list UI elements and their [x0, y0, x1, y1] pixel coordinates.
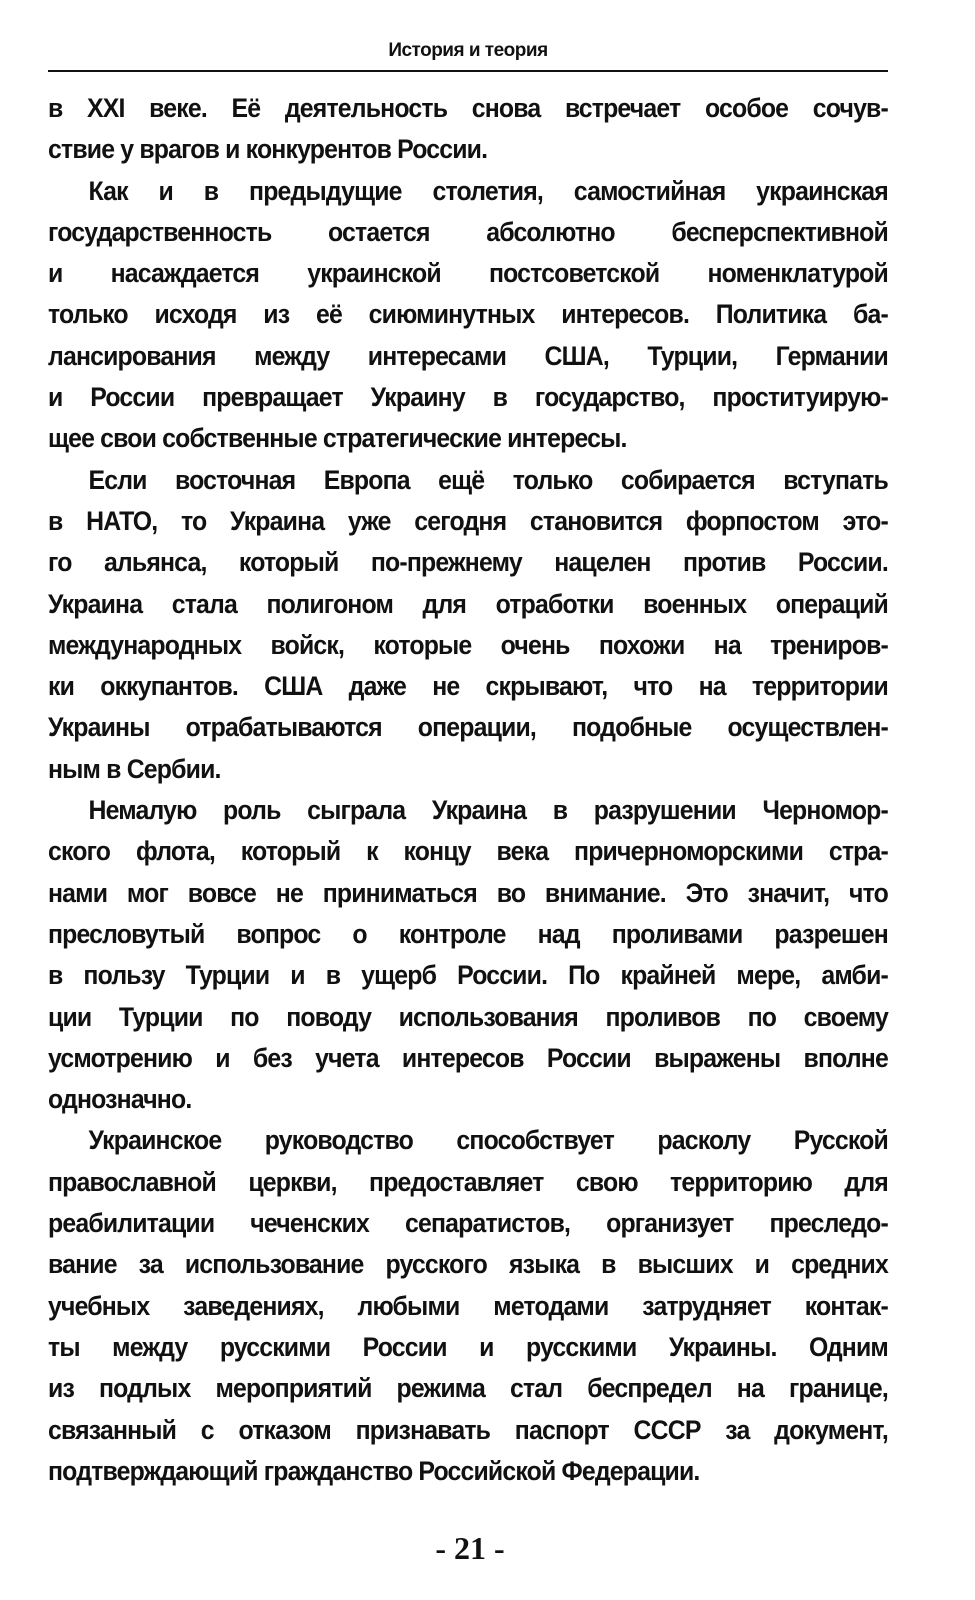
- text-line: учебных заведениях, любыми методами затрудняет контак-: [48, 1290, 888, 1321]
- paragraph: [48, 790, 888, 1120]
- text-line: вание за использование русского языка в высших и средних: [48, 1249, 888, 1280]
- text-line: в НАТО, то Украина уже сегодня становится форпостом это-: [48, 505, 888, 536]
- text-line: го альянса, который по-прежнему нацелен против России.: [48, 547, 888, 578]
- header-rule: [48, 70, 888, 72]
- text-line: ным в Сербии.: [48, 753, 221, 784]
- text-line: нами мог вовсе не приниматься во внимание. Это значит, что: [48, 877, 888, 908]
- text-line: православной церкви, предоставляет свою территорию для: [48, 1166, 888, 1197]
- text-line: лансирования между интересами США, Турции, Германии: [48, 340, 888, 371]
- paragraph: [48, 88, 888, 171]
- text-line: ского флота, который к концу века причерноморскими стра-: [48, 836, 888, 867]
- paragraph: [48, 1120, 888, 1492]
- text-line: подтверждающий гражданство Российской Федерации.: [48, 1455, 700, 1486]
- paragraph: [48, 460, 888, 790]
- text-line: и насаждается украинской постсоветской номенклатурой: [48, 258, 888, 289]
- page-body: [48, 88, 888, 1492]
- text-line: реабилитации чеченских сепаратистов, организует преследо-: [48, 1208, 888, 1239]
- text-line: Если восточная Европа ещё только собирается вступать: [88, 464, 888, 495]
- text-line: связанный с отказом признавать паспорт СССР за документ,: [48, 1414, 888, 1445]
- text-line: ты между русскими России и русскими Украины. Одним: [48, 1331, 888, 1362]
- text-line: Украины отрабатываются операции, подобные осуществлен-: [48, 712, 888, 743]
- text-line: в пользу Турции и в ущерб России. По крайней мере, амби-: [48, 960, 888, 991]
- text-line: Украинское руководство способствует расколу Русской: [88, 1125, 888, 1156]
- text-line: только исходя из её сиюминутных интересов. Политика ба-: [48, 299, 888, 330]
- text-line: Украина стала полигоном для отработки военных операций: [48, 588, 888, 619]
- text-line: усмотрению и без учета интересов России выражены вполне: [48, 1042, 888, 1073]
- text-line: Как и в предыдущие столетия, самостийная украинская: [88, 175, 888, 206]
- text-line: государственность остается абсолютно бесперспективной: [48, 216, 888, 247]
- paragraph: [48, 171, 888, 460]
- text-line: однозначно.: [48, 1084, 192, 1115]
- running-header: История и теория: [388, 40, 548, 61]
- text-line: из подлых мероприятий режима стал беспредел на границе,: [48, 1373, 888, 1404]
- text-line: ции Турции по поводу использования проливов по своему: [48, 1001, 888, 1032]
- text-line: ствие у врагов и конкурентов России.: [48, 134, 488, 165]
- text-line: и России превращает Украину в государство, проституирую-: [48, 382, 888, 413]
- text-line: в XXI веке. Её деятельность снова встречает особое сочув-: [48, 93, 888, 123]
- text-line: пресловутый вопрос о контроле над проливами разрешен: [48, 918, 888, 949]
- text-line: ки оккупантов. США даже не скрывают, что на территории: [48, 671, 888, 702]
- page-number: - 21 -: [435, 1530, 505, 1566]
- text-line: щее свои собственные стратегические интересы.: [48, 423, 627, 454]
- text-line: международных войск, которые очень похожи на трениров-: [48, 629, 888, 660]
- text-line: Немалую роль сыграла Украина в разрушении Черномор-: [88, 795, 888, 826]
